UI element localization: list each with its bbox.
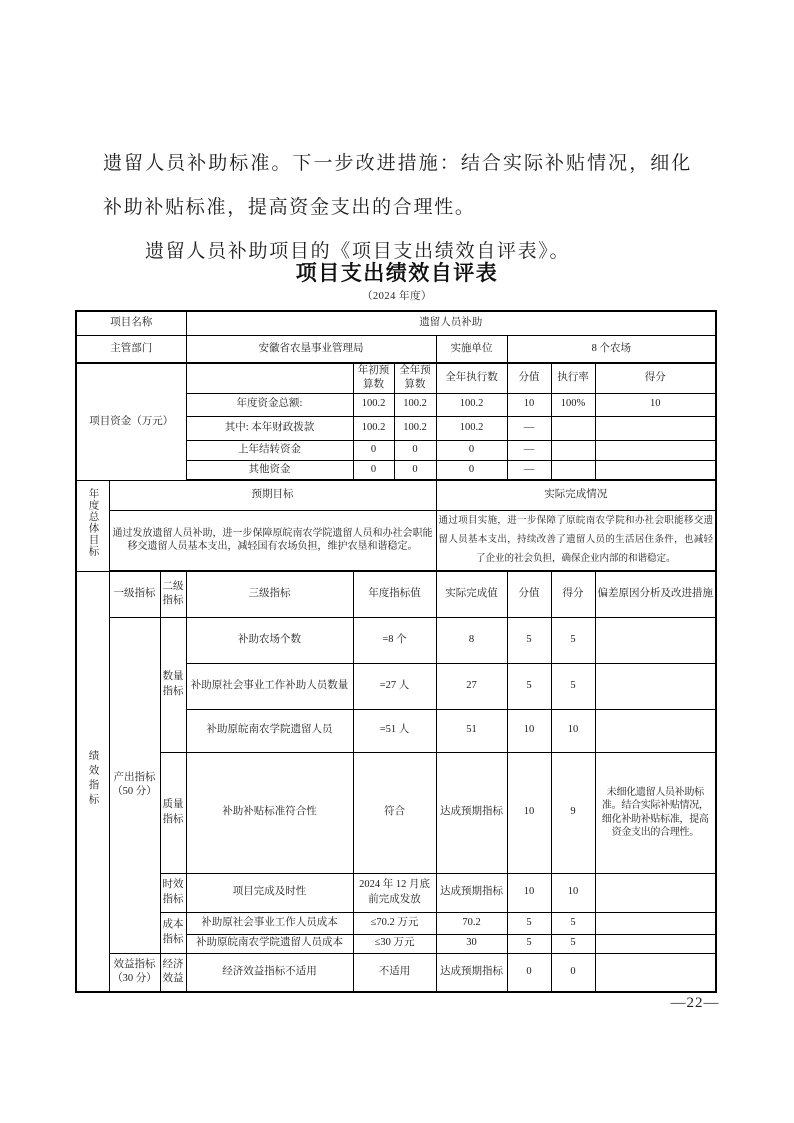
funding-header-weight: 分值 <box>507 363 551 393</box>
indicator-weight: 0 <box>507 953 551 992</box>
indicator-weight: 5 <box>507 934 551 953</box>
level2-quantity: 数量指标 <box>160 617 186 752</box>
indicator-score: 9 <box>551 752 595 873</box>
goal-side-label <box>76 480 109 571</box>
funding-exec: 100.2 <box>436 416 507 440</box>
level2-quality: 质量指标 <box>160 752 186 873</box>
goal-expected-header: 预期目标 <box>109 480 436 510</box>
funding-rate <box>551 440 595 460</box>
paragraph-intro: 遗留人员补助项目的《项目支出绩效自评表》。 <box>145 241 571 262</box>
indicator-score: 5 <box>551 934 595 953</box>
header-score: 得分 <box>551 571 595 617</box>
funding-score <box>595 460 716 480</box>
indicator-name: 补助原社会事业工作补助人员数量 <box>186 663 353 709</box>
header-level1: 一级指标 <box>109 571 160 617</box>
funding-year: 0 <box>394 460 436 480</box>
body-text-block <box>103 142 692 274</box>
funding-exec: 0 <box>436 460 507 480</box>
indicator-actual: 30 <box>436 934 507 953</box>
paragraph-continuation: 遗留人员补助标准。下一步改进措施：结合实际补贴情况，细化补助补贴标准，提高资金支出的合理性。 <box>103 153 692 218</box>
goal-side-label-text: 年度总体目标 <box>87 488 99 558</box>
level1-output: 产出指标（50 分） <box>109 617 160 953</box>
funding-header-exec-rate: 执行率 <box>551 363 595 393</box>
funding-row-name: 其他资金 <box>186 460 353 480</box>
indicator-deviation <box>595 912 716 934</box>
level2-cost: 成本指标 <box>160 912 186 953</box>
funding-label: 项目资金（万元） <box>76 363 186 480</box>
level1-benefit: 效益指标（30 分） <box>109 953 160 992</box>
table-row <box>76 617 716 663</box>
indicator-target: 不适用 <box>353 953 436 992</box>
table-row <box>76 752 716 873</box>
table-row <box>76 335 716 363</box>
dept-value: 安徽省农垦事业管理局 <box>186 335 436 363</box>
funding-exec: 0 <box>436 440 507 460</box>
dept-label: 主管部门 <box>76 335 186 363</box>
funding-weight: — <box>507 460 551 480</box>
project-name-value: 遗留人员补助 <box>186 311 716 335</box>
indicator-target: ≤30 万元 <box>353 934 436 953</box>
funding-begin: 0 <box>353 460 394 480</box>
indicator-name: 补助原皖南农学院遗留人员 <box>186 709 353 752</box>
project-name-label: 项目名称 <box>76 311 186 335</box>
funding-begin: 100.2 <box>353 416 394 440</box>
funding-score: 10 <box>595 393 716 416</box>
funding-begin: 100.2 <box>353 393 394 416</box>
indicator-target: =8 个 <box>353 617 436 663</box>
indicator-weight: 5 <box>507 617 551 663</box>
indicator-name: 经济效益指标不适用 <box>186 953 353 992</box>
indicator-actual: 27 <box>436 663 507 709</box>
indicator-score: 10 <box>551 709 595 752</box>
indicator-weight: 10 <box>507 873 551 912</box>
funding-begin: 0 <box>353 440 394 460</box>
indicator-score: 10 <box>551 873 595 912</box>
impl-label: 实施单位 <box>436 335 507 363</box>
indicator-target: 2024 年 12 月底前完成发放 <box>353 873 436 912</box>
indicator-actual: 51 <box>436 709 507 752</box>
table-row <box>76 510 716 571</box>
indicator-deviation <box>595 934 716 953</box>
indicator-deviation <box>595 709 716 752</box>
header-deviation: 偏差原因分析及改进措施 <box>595 571 716 617</box>
indicator-score: 5 <box>551 617 595 663</box>
table-subtitle: （2024 年度） <box>361 291 433 302</box>
funding-score <box>595 416 716 440</box>
page-number: —22— <box>670 995 720 1011</box>
table-row <box>76 953 716 992</box>
funding-row-name: 上年结转资金 <box>186 440 353 460</box>
indicator-name: 补助原社会事业工作人员成本 <box>186 912 353 934</box>
funding-rate <box>551 416 595 440</box>
funding-row-name: 其中: 本年财政拨款 <box>186 416 353 440</box>
funding-weight: — <box>507 416 551 440</box>
funding-header-year-exec: 全年执行数 <box>436 363 507 393</box>
indicator-weight: 10 <box>507 752 551 873</box>
table-row <box>76 912 716 934</box>
perf-side-label-text: 绩效指标 <box>87 749 99 808</box>
indicator-score: 0 <box>551 953 595 992</box>
indicator-target: =51 人 <box>353 709 436 752</box>
table-row <box>76 363 716 393</box>
evaluation-table <box>75 310 717 993</box>
funding-rate <box>551 460 595 480</box>
header-weight: 分值 <box>507 571 551 617</box>
indicator-target: ≤70.2 万元 <box>353 912 436 934</box>
funding-row-name: 年度资金总额: <box>186 393 353 416</box>
indicator-target: 符合 <box>353 752 436 873</box>
impl-value: 8 个农场 <box>507 335 716 363</box>
indicator-deviation: 未细化遗留人员补助标准。结合实际补贴情况，细化补助补贴标准，提高资金支出的合理性。 <box>595 752 716 873</box>
header-level2: 二级指标 <box>160 571 186 617</box>
goal-actual-text: 通过项目实施，进一步保障了原皖南农学院和办社会职能移交遗留人员基本支出，持续改善了遗留人员的生活居住条件，也减轻了企业的社会负担，确保企业内部的和谐稳定。 <box>436 510 716 571</box>
funding-weight: — <box>507 440 551 460</box>
funding-year: 100.2 <box>394 416 436 440</box>
indicator-score: 5 <box>551 663 595 709</box>
table-title: 项目支出绩效自评表 <box>295 262 499 285</box>
indicator-score: 5 <box>551 912 595 934</box>
funding-rate: 100% <box>551 393 595 416</box>
funding-header-score: 得分 <box>595 363 716 393</box>
funding-score <box>595 440 716 460</box>
goal-expected-text: 通过发放遗留人员补助，进一步保障原皖南农学院遗留人员和办社会职能移交遗留人员基本支出，减轻国有农场负担，维护农垦和谐稳定。 <box>109 510 436 571</box>
funding-header-empty <box>186 363 353 393</box>
indicator-actual: 达成预期指标 <box>436 752 507 873</box>
indicator-name: 补助补贴标准符合性 <box>186 752 353 873</box>
level2-timeliness: 时效指标 <box>160 873 186 912</box>
funding-header-begin-budget: 年初预算数 <box>353 363 394 393</box>
indicator-deviation <box>595 953 716 992</box>
perf-side-label <box>76 571 109 992</box>
header-actual-value: 实际完成值 <box>436 571 507 617</box>
table-row <box>76 311 716 335</box>
table-row <box>76 873 716 912</box>
funding-year: 100.2 <box>394 393 436 416</box>
indicator-actual: 达成预期指标 <box>436 953 507 992</box>
indicator-weight: 5 <box>507 663 551 709</box>
indicator-actual: 达成预期指标 <box>436 873 507 912</box>
funding-weight: 10 <box>507 393 551 416</box>
indicator-deviation <box>595 873 716 912</box>
level2-economic: 经济效益 <box>160 953 186 992</box>
indicator-weight: 5 <box>507 912 551 934</box>
table-row <box>76 571 716 617</box>
indicator-deviation <box>595 663 716 709</box>
indicator-name: 项目完成及时性 <box>186 873 353 912</box>
indicator-actual: 8 <box>436 617 507 663</box>
funding-exec: 100.2 <box>436 393 507 416</box>
header-level3: 三级指标 <box>186 571 353 617</box>
funding-year: 0 <box>394 440 436 460</box>
indicator-weight: 10 <box>507 709 551 752</box>
indicator-name: 补助农场个数 <box>186 617 353 663</box>
indicator-name: 补助原皖南农学院遗留人员成本 <box>186 934 353 953</box>
indicator-target: =27 人 <box>353 663 436 709</box>
header-annual-target: 年度指标值 <box>353 571 436 617</box>
funding-header-year-budget: 全年预算数 <box>394 363 436 393</box>
goal-actual-header: 实际完成情况 <box>436 480 716 510</box>
table-row <box>76 480 716 510</box>
indicator-deviation <box>595 617 716 663</box>
indicator-actual: 70.2 <box>436 912 507 934</box>
